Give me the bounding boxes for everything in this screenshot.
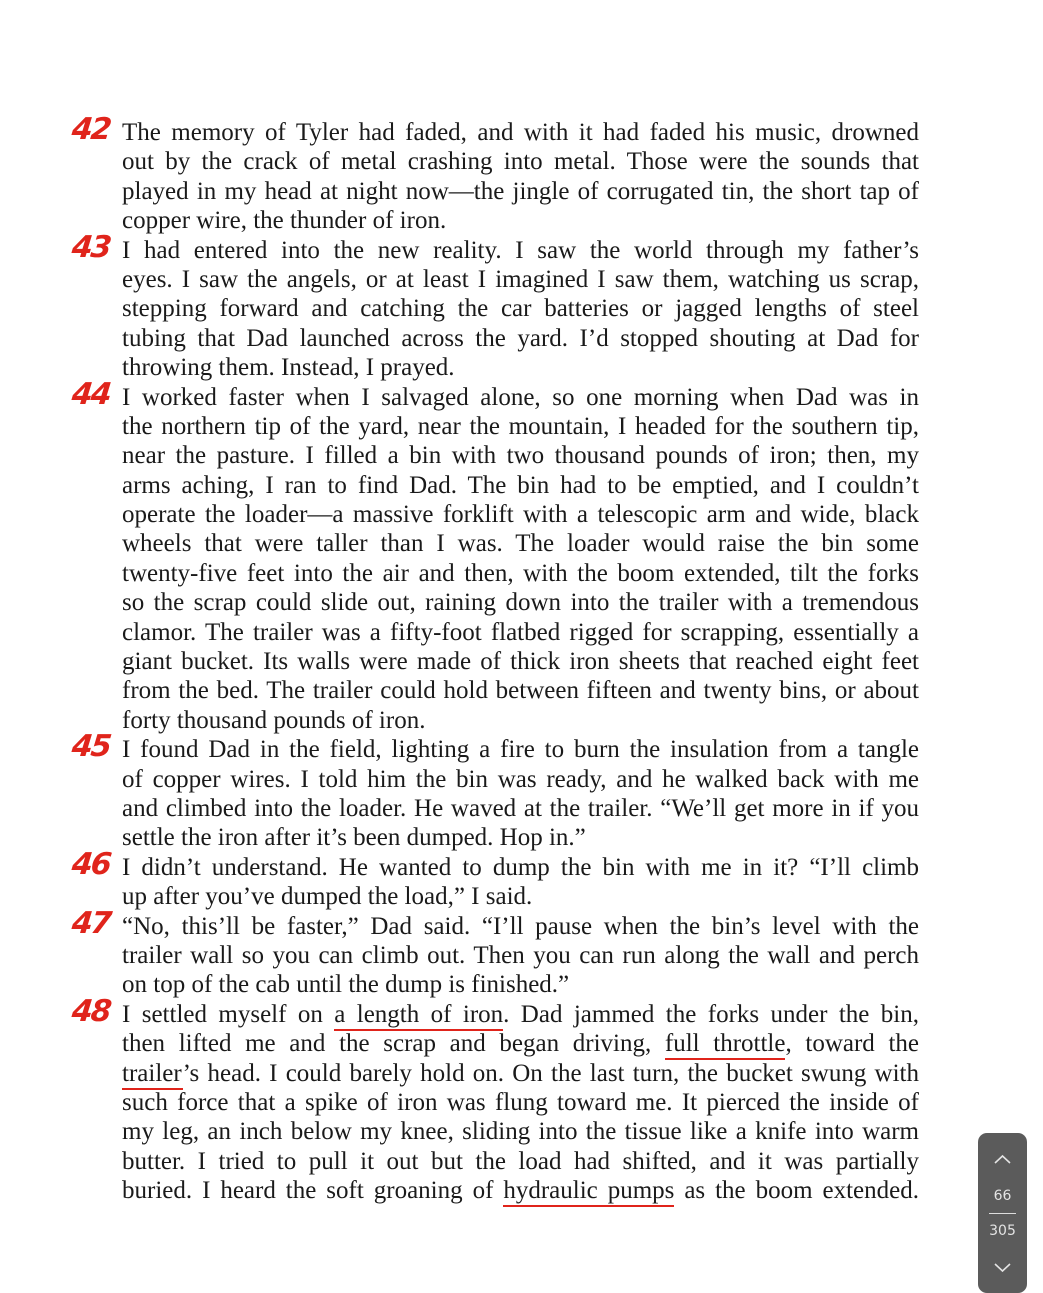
chevron-down-icon[interactable]: [978, 1257, 1027, 1277]
book-page-text: [70, 112, 919, 1205]
text-line: [122, 912, 919, 941]
text-segment: the northern tip of the yard, near the mountain, I headed for the southern tip,: [122, 412, 919, 440]
text-segment: buried. I heard the soft groaning of: [122, 1177, 504, 1205]
underlined-phrase: hydraulic pumps: [503, 1177, 674, 1207]
text-line: [122, 383, 919, 412]
text-segment: from the bed. The trailer could hold between fifteen and twenty bins, or about: [122, 677, 919, 705]
text-segment: I worked faster when I salvaged alone, so one morning when Dad was in: [122, 383, 919, 411]
paragraph: [70, 229, 919, 383]
text-segment: forty thousand pounds of iron.: [122, 706, 426, 734]
paragraph: [70, 846, 919, 912]
text-segment: on top of the cab until the dump is finished.”: [122, 971, 570, 999]
text-line: [122, 941, 919, 970]
text-line: [122, 676, 919, 705]
text-line: [122, 853, 919, 882]
text-segment: clamor. The trailer was a fifty-foot flatbed rigged for scrapping, essentially a: [122, 618, 919, 646]
text-segment: of copper wires. I told him the bin was ready, and he walked back with me: [122, 765, 919, 793]
page-divider: [989, 1213, 1016, 1214]
page-navigator: [978, 1133, 1027, 1293]
text-segment: The memory of Tyler had faded, and with it had faded his music, drowned: [122, 119, 919, 146]
text-segment: I didn’t understand. He wanted to dump the bin with me in it? “I’ll climb: [122, 853, 919, 881]
text-line: [122, 471, 919, 500]
chevron-up-icon[interactable]: [978, 1149, 1027, 1169]
text-line: [122, 118, 919, 147]
underlined-phrase: trailer: [122, 1060, 183, 1090]
text-line: [122, 412, 919, 441]
text-segment: wheels that were taller than I was. The loader would raise the bin some: [122, 530, 919, 558]
text-segment: giant bucket. Its walls were made of thick iron sheets that reached eight feet: [122, 648, 919, 676]
text-segment: as the boom extended.: [674, 1177, 919, 1205]
text-line: [122, 882, 919, 911]
text-segment: butter. I tried to pull it out but the load had shifted, and it was partially: [122, 1147, 919, 1175]
text-line: [122, 1059, 919, 1088]
text-line: [122, 441, 919, 470]
text-line: [122, 147, 919, 176]
text-line: [122, 177, 919, 206]
text-line: [122, 618, 919, 647]
paragraph: [70, 993, 919, 1206]
text-line: [122, 1029, 919, 1058]
text-line: [122, 1000, 919, 1029]
text-segment: then lifted me and the scrap and began driving,: [122, 1030, 665, 1058]
text-line: [122, 324, 919, 353]
text-segment: tubing that Dad launched across the yard. I’d stopped shouting at Dad for: [122, 324, 919, 352]
text-segment: out by the crack of metal crashing into metal. Those were the sounds that: [122, 148, 919, 176]
text-segment: played in my head at night now—the jingle of corrugated tin, the short tap of: [122, 177, 919, 205]
text-segment: stepping forward and catching the car batteries or jagged lengths of steel: [122, 295, 919, 323]
text-line: [122, 236, 919, 265]
handwritten-paragraph-number: 42: [70, 112, 112, 147]
paragraph: [70, 376, 919, 736]
paragraph: [70, 729, 919, 853]
handwritten-paragraph-number: 44: [70, 376, 112, 412]
text-segment: arms aching, I ran to find Dad. The bin had to be emptied, and I couldn’t: [122, 471, 919, 499]
text-segment: twenty-five feet into the air and then, with the boom extended, tilt the forks: [122, 559, 919, 587]
text-line: [122, 823, 919, 852]
text-segment: and climbed into the loader. He waved at the trailer. “We’ll get more in if you: [122, 794, 919, 822]
current-page: 66: [993, 1188, 1012, 1204]
text-line: [122, 970, 919, 999]
underlined-phrase: full throttle: [665, 1030, 786, 1060]
text-segment: near the pasture. I filled a bin with two thousand pounds of iron; then, my: [122, 442, 919, 470]
text-segment: such force that a spike of iron was flung toward me. It pierced the inside of: [122, 1088, 919, 1116]
text-line: [122, 765, 919, 794]
paragraph: [70, 905, 919, 1000]
text-segment: up after you’ve dumped the load,” I said.: [122, 883, 533, 911]
text-line: [122, 559, 919, 588]
text-segment: I found Dad in the field, lighting a fire to burn the insulation from a tangle: [122, 736, 919, 764]
text-line: [122, 735, 919, 764]
text-segment: settle the iron after it’s been dumped. Hop in.”: [122, 824, 586, 852]
text-line: [122, 353, 919, 382]
text-segment: trailer wall so you can climb out. Then you can run along the wall and perch: [122, 941, 919, 969]
handwritten-paragraph-number: 47: [70, 905, 112, 941]
text-segment: “No, this’ll be faster,” Dad said. “I’ll pause when the bin’s level with the: [122, 912, 919, 940]
text-line: [122, 265, 919, 294]
text-segment: eyes. I saw the angels, or at least I imagined I saw them, watching us scrap,: [122, 265, 919, 293]
text-line: [122, 206, 919, 235]
handwritten-paragraph-number: 45: [70, 729, 112, 765]
text-line: [122, 588, 919, 617]
text-line: [122, 794, 919, 823]
text-line: [122, 529, 919, 558]
text-segment: I settled myself on: [122, 1000, 335, 1028]
text-line: [122, 1176, 919, 1205]
text-line: [122, 1117, 919, 1146]
text-line: [122, 294, 919, 323]
text-line: [122, 1147, 919, 1176]
handwritten-paragraph-number: 46: [70, 846, 112, 882]
text-line: [122, 1088, 919, 1117]
text-segment: throwing them. Instead, I prayed.: [122, 354, 455, 382]
underlined-phrase: a length of iron: [334, 1001, 503, 1031]
paragraph: [70, 112, 919, 236]
text-line: [122, 500, 919, 529]
text-line: [122, 647, 919, 676]
text-segment: copper wire, the thunder of iron.: [122, 207, 447, 235]
text-line: [122, 706, 919, 735]
total-pages: 305: [989, 1223, 1016, 1239]
text-segment: ’s head. I could barely hold on. On the last turn, the bucket swung with: [182, 1059, 919, 1087]
text-segment: operate the loader—a massive forklift with a telescopic arm and wide, black: [122, 501, 919, 529]
text-segment: so the scrap could slide out, raining down into the trailer with a tremendous: [122, 589, 919, 617]
handwritten-paragraph-number: 48: [70, 993, 112, 1029]
text-segment: , toward the: [785, 1030, 919, 1058]
handwritten-paragraph-number: 43: [70, 229, 112, 265]
text-segment: my leg, an inch below my knee, sliding into the tissue like a knife into warm: [122, 1118, 919, 1146]
text-segment: . Dad jammed the forks under the bin,: [503, 1000, 919, 1028]
text-segment: I had entered into the new reality. I saw the world through my father’s: [122, 236, 919, 264]
